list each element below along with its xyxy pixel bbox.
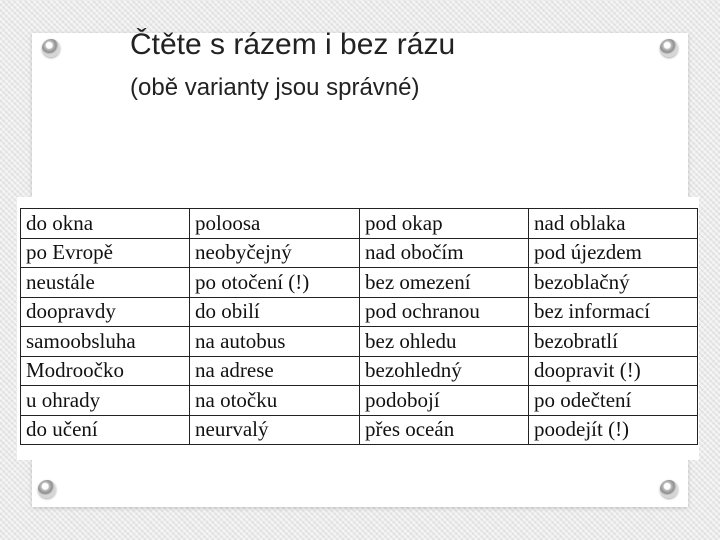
table-cell: přes oceán [360,415,529,445]
table-cell: nad oblaka [529,209,698,239]
table-cell: do okna [21,209,190,239]
table-cell: bezobratlí [529,327,698,357]
table-cell: pod ochranou [360,297,529,327]
table-cell: podobojí [360,386,529,416]
table-cell: do obilí [190,297,360,327]
table-cell: pod okap [360,209,529,239]
table-row [21,327,698,357]
table-cell: doopravit (!) [529,356,698,386]
table-row [21,238,698,268]
table-row [21,209,698,239]
pushpin-icon [42,39,60,57]
slide-title: Čtěte s rázem i bez rázu [130,28,456,61]
pushpin-icon [660,480,678,498]
table-cell: na otočku [190,386,360,416]
table-cell: pod újezdem [529,238,698,268]
table-row [21,386,698,416]
table-cell: poodejít (!) [529,415,698,445]
table-cell: poloosa [190,209,360,239]
table-cell: u ohrady [21,386,190,416]
table-cell: na adrese [190,356,360,386]
table-cell: neustále [21,268,190,298]
table-cell: neurvalý [190,415,360,445]
table-row [21,268,698,298]
table-cell: Modroočko [21,356,190,386]
table-cell: na autobus [190,327,360,357]
table-cell: bezohledný [360,356,529,386]
table-cell: bez informací [529,297,698,327]
table-cell: po Evropě [21,238,190,268]
table-row [21,356,698,386]
table-cell: nad obočím [360,238,529,268]
slide-subtitle: (obě varianty jsou správné) [130,74,420,101]
table-cell: neobyčejný [190,238,360,268]
table-cell: po odečtení [529,386,698,416]
table-cell: samoobsluha [21,327,190,357]
table-cell: bez omezení [360,268,529,298]
table-row [21,297,698,327]
table-row [21,415,698,445]
word-table-container [17,197,699,460]
table-cell: do učení [21,415,190,445]
pushpin-icon [660,39,678,57]
table-cell: bez ohledu [360,327,529,357]
table-cell: po otočení (!) [190,268,360,298]
word-table [20,208,698,445]
pushpin-icon [38,480,56,498]
table-cell: bezoblačný [529,268,698,298]
table-cell: doopravdy [21,297,190,327]
